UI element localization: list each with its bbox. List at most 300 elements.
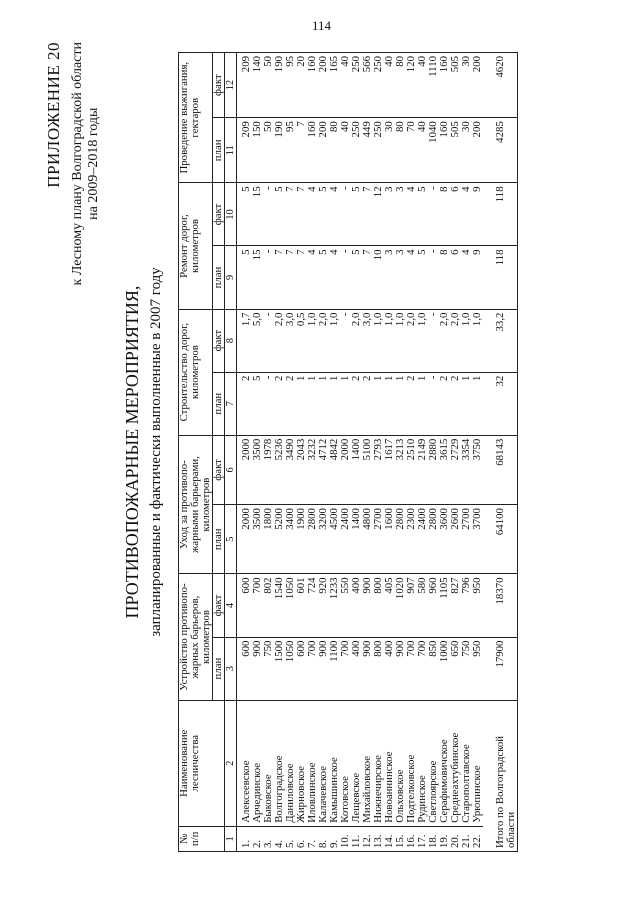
forestry-name: Подтелковское (406, 700, 417, 826)
value-cell: 2,0 (351, 309, 362, 372)
value-cell: 5,0 (252, 309, 263, 372)
value-cell: 3 (384, 246, 395, 309)
appendix-ref-line1: к Лесному плану Волгоградской области (70, 42, 85, 286)
value-cell: 2800 (428, 505, 439, 574)
value-cell: 30 (461, 118, 472, 183)
table-row (472, 53, 483, 852)
value-cell: 3213 (395, 435, 406, 504)
value-cell: 2 (450, 372, 461, 435)
value-cell: 600 (237, 637, 253, 700)
value-cell: 750 (461, 637, 472, 700)
value-cell: 2729 (450, 435, 461, 504)
value-cell: 40 (340, 53, 351, 118)
value-cell: 1 (296, 372, 307, 435)
forestry-name: Алексеевское (237, 700, 253, 826)
forestry-name: Иловлинское (307, 700, 318, 826)
total-value-cell: 118 (483, 183, 518, 246)
value-cell: 1,0 (417, 309, 428, 372)
value-cell: 700 (307, 637, 318, 700)
row-number: 6. (296, 826, 307, 851)
column-number: 9 (225, 246, 237, 309)
value-cell: 2 (406, 372, 417, 435)
total-value-cell: 33,2 (483, 309, 518, 372)
value-cell: 30 (461, 53, 472, 118)
value-cell: 200 (472, 53, 483, 118)
value-cell: 1,7 (237, 309, 253, 372)
row-number: 2. (252, 826, 263, 851)
value-cell: 4 (307, 183, 318, 246)
total-value-cell: 18370 (483, 574, 518, 637)
value-cell: 1105 (439, 574, 450, 637)
value-cell: 4712 (318, 435, 329, 504)
value-cell: 5 (252, 372, 263, 435)
value-cell: 950 (472, 574, 483, 637)
table-row (237, 53, 253, 852)
value-cell: 3,0 (285, 309, 296, 372)
value-cell: 700 (340, 637, 351, 700)
value-cell: 8 (439, 246, 450, 309)
row-number: 11. (351, 826, 362, 851)
value-cell: 2,0 (274, 309, 285, 372)
forestry-name: Светлоярское (428, 700, 439, 826)
value-cell: 20 (296, 53, 307, 118)
value-cell: 200 (318, 118, 329, 183)
value-cell: 160 (307, 118, 318, 183)
value-cell: 1 (373, 372, 384, 435)
value-cell: 5 (318, 183, 329, 246)
value-cell: 505 (450, 53, 461, 118)
value-cell: 2000 (237, 435, 253, 504)
value-cell: - (428, 309, 439, 372)
header-fact: факт (213, 53, 225, 118)
row-number: 7. (307, 826, 318, 851)
row-number: 19. (439, 826, 450, 851)
value-cell: 3 (384, 183, 395, 246)
value-cell: 3 (395, 246, 406, 309)
value-cell: 5 (417, 246, 428, 309)
value-cell: 95 (285, 53, 296, 118)
column-number: 8 (225, 309, 237, 372)
value-cell: 700 (252, 574, 263, 637)
total-value-cell: 17900 (483, 637, 518, 700)
value-cell: 1 (340, 372, 351, 435)
value-cell: 80 (329, 118, 340, 183)
value-cell: 1 (395, 372, 406, 435)
row-number: 5. (285, 826, 296, 851)
value-cell: 15 (252, 246, 263, 309)
value-cell: 7 (296, 183, 307, 246)
column-number: 3 (225, 637, 237, 700)
value-cell: 907 (406, 574, 417, 637)
row-number: 9. (329, 826, 340, 851)
value-cell: 80 (395, 118, 406, 183)
value-cell: 1 (472, 372, 483, 435)
header-num: № п/п (179, 826, 225, 851)
value-cell: 1,0 (395, 309, 406, 372)
value-cell: 400 (384, 637, 395, 700)
value-cell: 4 (461, 246, 472, 309)
value-cell: 1 (307, 372, 318, 435)
value-cell: 900 (362, 574, 373, 637)
value-cell: 405 (384, 574, 395, 637)
value-cell: 1600 (384, 505, 395, 574)
value-cell: 70 (406, 118, 417, 183)
value-cell: 700 (417, 637, 428, 700)
value-cell: 1400 (351, 505, 362, 574)
appendix-ref-line2: на 2009–2018 годы (86, 107, 101, 220)
row-number: 14. (384, 826, 395, 851)
value-cell: 2,0 (439, 309, 450, 372)
value-cell: 1 (461, 372, 472, 435)
value-cell: 2 (285, 372, 296, 435)
value-cell: 600 (237, 574, 253, 637)
value-cell: 3490 (285, 435, 296, 504)
value-cell: 900 (362, 637, 373, 700)
value-cell: 6 (450, 246, 461, 309)
header-plan: план (213, 118, 225, 183)
forestry-name: Котовское (340, 700, 351, 826)
value-cell: 7 (274, 246, 285, 309)
forestry-name: Новоаннинское (384, 700, 395, 826)
value-cell: 1900 (296, 505, 307, 574)
value-cell: 40 (340, 118, 351, 183)
value-cell: 250 (351, 53, 362, 118)
row-number: 10. (340, 826, 351, 851)
row-number: 8. (318, 826, 329, 851)
forestry-name: Камышинское (329, 700, 340, 826)
value-cell: 160 (439, 118, 450, 183)
total-value-cell: 64100 (483, 505, 518, 574)
value-cell: 1500 (274, 637, 285, 700)
value-cell: 7 (362, 183, 373, 246)
value-cell: 700 (406, 637, 417, 700)
value-cell: 550 (340, 574, 351, 637)
header-name: Наименование лесничества (179, 700, 225, 826)
value-cell: 1100 (329, 637, 340, 700)
value-cell: 5 (318, 246, 329, 309)
column-number: 1 (225, 826, 237, 851)
total-value-cell: 4620 (483, 53, 518, 118)
value-cell: 900 (252, 637, 263, 700)
value-cell: 449 (362, 118, 373, 183)
value-cell: 2793 (373, 435, 384, 504)
row-number: 15. (395, 826, 406, 851)
value-cell: 4842 (329, 435, 340, 504)
value-cell: 1800 (263, 505, 274, 574)
value-cell: 601 (296, 574, 307, 637)
value-cell: 4 (406, 246, 417, 309)
value-cell: 190 (274, 53, 285, 118)
value-cell: 40 (417, 53, 428, 118)
value-cell: 250 (351, 118, 362, 183)
value-cell: 7 (285, 183, 296, 246)
header-fact: факт (213, 574, 225, 637)
value-cell: 1,0 (373, 309, 384, 372)
value-cell: 1,0 (329, 309, 340, 372)
value-cell: - (263, 309, 274, 372)
value-cell: 2400 (417, 505, 428, 574)
header-fact: факт (213, 309, 225, 372)
value-cell: 1 (318, 372, 329, 435)
value-cell: 1110 (428, 53, 439, 118)
value-cell: 1040 (428, 118, 439, 183)
value-cell: 566 (362, 53, 373, 118)
value-cell: 0,5 (296, 309, 307, 372)
value-cell: 200 (472, 118, 483, 183)
value-cell: 750 (263, 637, 274, 700)
fire-prevention-table (178, 52, 518, 852)
forestry-name: Даниловское (285, 700, 296, 826)
value-cell: 1233 (329, 574, 340, 637)
forestry-name: Лещевское (351, 700, 362, 826)
forestry-name: Ольховское (395, 700, 406, 826)
value-cell: 2000 (340, 435, 351, 504)
value-cell: 1000 (439, 637, 450, 700)
value-cell: 827 (450, 574, 461, 637)
row-number: 4. (274, 826, 285, 851)
value-cell: 600 (296, 637, 307, 700)
value-cell: 160 (307, 53, 318, 118)
total-value-cell: 68143 (483, 435, 518, 504)
forestry-name: Арчединское (252, 700, 263, 826)
value-cell: 4 (307, 246, 318, 309)
value-cell: 1540 (274, 574, 285, 637)
value-cell: 2510 (406, 435, 417, 504)
value-cell: 900 (395, 637, 406, 700)
value-cell: 9 (472, 183, 483, 246)
row-number: 13. (373, 826, 384, 851)
value-cell: 10 (373, 246, 384, 309)
value-cell: - (428, 246, 439, 309)
value-cell: 900 (318, 637, 329, 700)
value-cell: 3600 (439, 505, 450, 574)
column-number: 6 (225, 435, 237, 504)
value-cell: 3700 (472, 505, 483, 574)
value-cell: 800 (373, 637, 384, 700)
value-cell: 40 (384, 53, 395, 118)
value-cell: 1 (384, 372, 395, 435)
value-cell: 505 (450, 118, 461, 183)
header-road-repair: Ремонт дорог, километров (179, 183, 213, 309)
value-cell: 4 (329, 183, 340, 246)
row-number: 21. (461, 826, 472, 851)
value-cell: 960 (428, 574, 439, 637)
value-cell: 2700 (461, 505, 472, 574)
page-number: 114 (312, 18, 332, 33)
value-cell: 7 (362, 246, 373, 309)
value-cell: 1,0 (307, 309, 318, 372)
value-cell: 1 (417, 372, 428, 435)
forestry-name: Среднеахтубинское (450, 700, 461, 826)
value-cell: 2 (237, 372, 253, 435)
value-cell: - (263, 246, 274, 309)
header-road-construction: Строительство дорог, километров (179, 309, 213, 435)
value-cell: 4800 (362, 505, 373, 574)
value-cell: 2043 (296, 435, 307, 504)
forestry-name: Урюпинское (472, 700, 483, 826)
value-cell: 160 (439, 53, 450, 118)
value-cell: 5 (351, 183, 362, 246)
row-number: 22. (472, 826, 483, 851)
value-cell: 7 (296, 246, 307, 309)
header-fact: факт (213, 183, 225, 246)
header-barrier-maintenance: Уход за противопо-жарными барьерами, километров (179, 435, 213, 574)
value-cell: 802 (263, 574, 274, 637)
row-number: 17. (417, 826, 428, 851)
rotated-page-content (40, 22, 600, 882)
forestry-name: Калачевское (318, 700, 329, 826)
value-cell: 2300 (406, 505, 417, 574)
value-cell: 3,0 (362, 309, 373, 372)
value-cell: 5200 (274, 505, 285, 574)
value-cell: 1617 (384, 435, 395, 504)
column-number: 10 (225, 183, 237, 246)
value-cell: 5 (417, 183, 428, 246)
value-cell: 2 (362, 372, 373, 435)
row-number: 1. (237, 826, 253, 851)
appendix-reference (70, 42, 102, 285)
value-cell: - (428, 183, 439, 246)
value-cell: 30 (384, 118, 395, 183)
column-number: 5 (225, 505, 237, 574)
value-cell: - (340, 183, 351, 246)
value-cell: 209 (237, 118, 253, 183)
value-cell: 80 (395, 53, 406, 118)
value-cell: 3750 (472, 435, 483, 504)
row-number: 16. (406, 826, 417, 851)
header-fact: факт (213, 435, 225, 504)
value-cell: 2 (351, 372, 362, 435)
value-cell: - (263, 183, 274, 246)
value-cell: 4 (329, 246, 340, 309)
value-cell: 120 (406, 53, 417, 118)
forestry-name: Рудинское (417, 700, 428, 826)
value-cell: 1978 (263, 435, 274, 504)
total-value-cell: 32 (483, 372, 518, 435)
value-cell: 1,0 (461, 309, 472, 372)
value-cell: 1,0 (472, 309, 483, 372)
appendix-label: ПРИЛОЖЕНИЕ 20 (44, 42, 63, 188)
value-cell: 1050 (285, 574, 296, 637)
value-cell: 3354 (461, 435, 472, 504)
value-cell: 580 (417, 574, 428, 637)
row-number: 18. (428, 826, 439, 851)
value-cell: 920 (318, 574, 329, 637)
value-cell: 5 (274, 183, 285, 246)
row-number: 3. (263, 826, 274, 851)
value-cell: 2,0 (318, 309, 329, 372)
value-cell: 150 (252, 118, 263, 183)
value-cell: 4500 (329, 505, 340, 574)
value-cell: 724 (307, 574, 318, 637)
value-cell: 7 (296, 118, 307, 183)
value-cell: 4 (406, 183, 417, 246)
forestry-name: Старополтавское (461, 700, 472, 826)
value-cell: 250 (373, 118, 384, 183)
value-cell: 2600 (450, 505, 461, 574)
value-cell: 5 (237, 246, 253, 309)
value-cell: 2800 (307, 505, 318, 574)
header-barrier-construction: Устройство противопо-жарных барьеров, километров (179, 574, 213, 700)
value-cell: 200 (318, 53, 329, 118)
value-cell: 9 (472, 246, 483, 309)
forestry-name: Михайловское (362, 700, 373, 826)
value-cell: 95 (285, 118, 296, 183)
header-plan: план (213, 246, 225, 309)
value-cell: 2800 (395, 505, 406, 574)
value-cell: 12 (373, 183, 384, 246)
value-cell: 6 (450, 183, 461, 246)
value-cell: 5 (237, 183, 253, 246)
value-cell: 2700 (373, 505, 384, 574)
value-cell: 2 (274, 372, 285, 435)
value-cell: 5236 (274, 435, 285, 504)
header-plan: план (213, 637, 225, 700)
total-value-cell: 118 (483, 246, 518, 309)
total-row (483, 53, 518, 852)
value-cell: 7 (285, 246, 296, 309)
value-cell: 250 (373, 53, 384, 118)
total-label: Итого по Волгоградской области (483, 700, 518, 851)
column-number: 4 (225, 574, 237, 637)
row-number: 20. (450, 826, 461, 851)
document-title: ПРОТИВОПОЖАРНЫЕ МЕРОПРИЯТИЯ, (122, 285, 142, 619)
value-cell: 400 (351, 637, 362, 700)
column-number: 2 (225, 700, 237, 826)
value-cell: 3400 (285, 505, 296, 574)
column-number: 12 (225, 53, 237, 118)
value-cell: 50 (263, 53, 274, 118)
header-plan: план (213, 505, 225, 574)
row-number: 12. (362, 826, 373, 851)
value-cell: 2880 (428, 435, 439, 504)
column-number: 11 (225, 118, 237, 183)
value-cell: 2,0 (450, 309, 461, 372)
total-value-cell: 4285 (483, 118, 518, 183)
value-cell: 5 (351, 246, 362, 309)
value-cell: 2000 (237, 505, 253, 574)
value-cell: 50 (263, 118, 274, 183)
value-cell: 5100 (362, 435, 373, 504)
value-cell: - (340, 246, 351, 309)
header-plan: план (213, 372, 225, 435)
value-cell: 1050 (285, 637, 296, 700)
value-cell: 3500 (252, 435, 263, 504)
value-cell: 3500 (252, 505, 263, 574)
value-cell: 8 (439, 183, 450, 246)
value-cell: 650 (450, 637, 461, 700)
header-controlled-burning: Проведение выжигания, гектаров (179, 53, 213, 183)
value-cell: - (340, 309, 351, 372)
value-cell: 2400 (340, 505, 351, 574)
value-cell: 4 (461, 183, 472, 246)
value-cell: 950 (472, 637, 483, 700)
forestry-name: Нижнечирское (373, 700, 384, 826)
value-cell: 850 (428, 637, 439, 700)
value-cell: 209 (237, 53, 253, 118)
value-cell: 3232 (307, 435, 318, 504)
forestry-name: Волгоградское (274, 700, 285, 826)
value-cell: 796 (461, 574, 472, 637)
value-cell: 1,0 (384, 309, 395, 372)
forestry-name: Быковское (263, 700, 274, 826)
value-cell: 3 (395, 183, 406, 246)
value-cell: 40 (417, 118, 428, 183)
value-cell: 800 (373, 574, 384, 637)
value-cell: 190 (274, 118, 285, 183)
value-cell: 1400 (351, 435, 362, 504)
value-cell: 1020 (395, 574, 406, 637)
